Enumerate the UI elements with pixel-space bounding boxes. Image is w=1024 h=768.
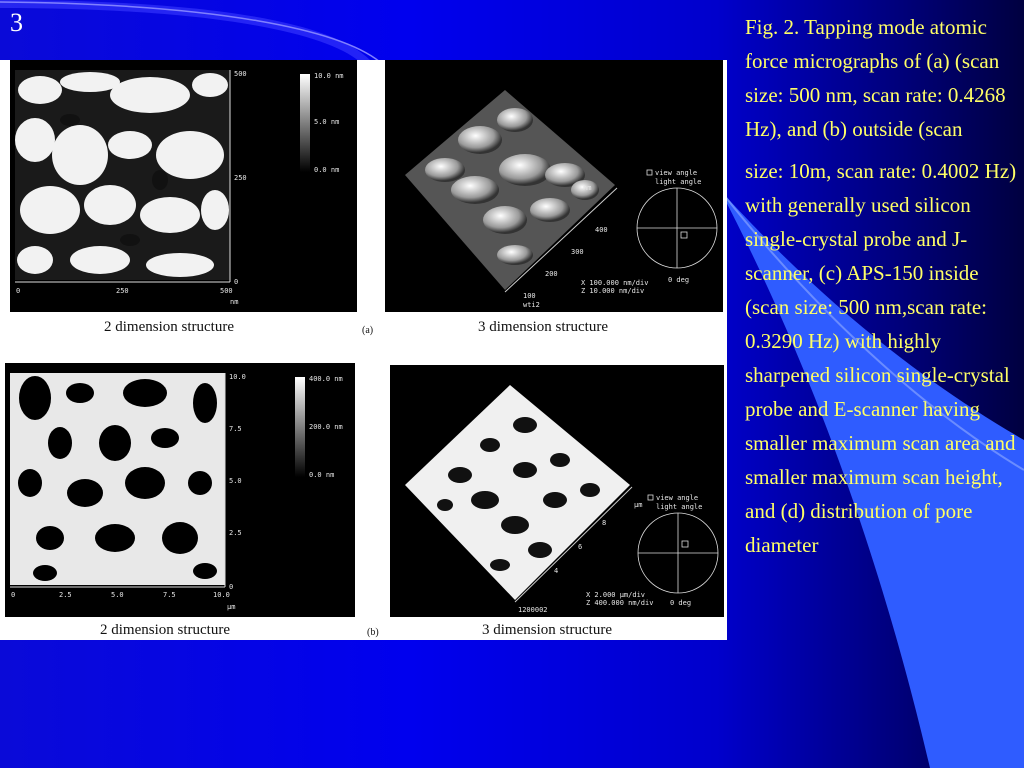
y-tick-b-2: 5.0: [229, 477, 242, 485]
x-unit-a: nm: [230, 298, 239, 306]
afm-3d-image-b: [390, 365, 724, 617]
scale-x-a: X 100.000 nm/div: [581, 279, 649, 287]
label-2d-a: 2 dimension structure: [104, 319, 234, 335]
x-tick-b-4: 10.0: [213, 591, 230, 599]
axis3d-a-400: 400: [595, 226, 608, 234]
view-angle-a: view angle: [655, 169, 698, 177]
x-tick-b-3: 7.5: [163, 591, 176, 599]
colorbar-b-top: 400.0 nm: [309, 375, 343, 383]
label-2d-b: 2 dimension structure: [100, 622, 230, 638]
x-tick-b-0: 0: [11, 591, 16, 599]
label-3d-a: 3 dimension structure: [478, 319, 608, 335]
x-tick-a-1: 250: [116, 287, 129, 295]
colorbar-a-top: 10.0 nm: [314, 72, 344, 80]
file-id-a: wti2: [523, 301, 540, 309]
x-tick-a-0: 0: [16, 287, 21, 295]
colorbar-a-bottom: 0.0 nm: [314, 166, 340, 174]
axis3d-b-8: 8: [602, 519, 607, 527]
colorbar-b: [295, 377, 305, 477]
panel-letter-b: (b): [367, 627, 379, 638]
colorbar-b-bottom: 0.0 nm: [309, 471, 335, 479]
afm-3d-image-a: [385, 60, 723, 312]
caption-part-2: size: 10m, scan rate: 0.4002 Hz) with generally used silicon single-crystal probe and J-scanner, (c) APS-150 inside (scan size: 500 nm,scan rate: 0.3290 Hz) with highly sharpened silicon single-crystal probe and E-scanner having smaller maximum scan area and smaller maximum scan height, and (d) distribution of pore diameter: [745, 159, 1017, 557]
axis3d-b-unit: μm: [634, 501, 643, 509]
colorbar-a-mid: 5.0 nm: [314, 118, 340, 126]
y-tick-a-mid: 250: [234, 174, 247, 182]
x-unit-b: μm: [227, 603, 236, 611]
slide-number: 3: [10, 8, 23, 37]
x-tick-a-2: 500: [220, 287, 233, 295]
figure-caption: [745, 10, 1017, 570]
y-tick-b-0: 10.0: [229, 373, 246, 381]
scale-z-b: Z 400.000 nm/div: [586, 599, 654, 607]
deg-a: 0 deg: [668, 276, 690, 284]
afm-3d-panel-b: [390, 365, 724, 617]
label-3d-b: 3 dimension structure: [482, 622, 612, 638]
colorbar-a: [300, 74, 310, 172]
view-angle-b: view angle: [656, 494, 699, 502]
axis3d-b-6: 6: [578, 543, 583, 551]
x-tick-b-2: 5.0: [111, 591, 124, 599]
y-tick-a-bottom: 0: [234, 278, 239, 286]
scale-z-a: Z 10.000 nm/div: [581, 287, 645, 295]
axis3d-a-200: 200: [545, 270, 558, 278]
light-angle-a: light angle: [655, 178, 702, 186]
afm-figure: [0, 60, 727, 640]
light-angle-b: light angle: [656, 503, 703, 511]
deg-b: 0 deg: [670, 599, 692, 607]
axis3d-a-100: 100: [523, 292, 536, 300]
afm-2d-panel-b: [5, 363, 355, 617]
y-tick-b-3: 2.5: [229, 529, 242, 537]
axis3d-a-unit: nm: [583, 184, 592, 192]
afm-2d-image-a: [10, 60, 357, 312]
colorbar-b-mid: 200.0 nm: [309, 423, 343, 431]
x-tick-b-1: 2.5: [59, 591, 72, 599]
caption-part-1: Fig. 2. Tapping mode atomic force micrographs of (a) (scan size: 500 nm, scan rate: 0.4268 Hz), and (b) outside (scan: [745, 15, 1006, 141]
afm-3d-panel-a: [385, 60, 723, 312]
panel-letter-a: (a): [362, 325, 374, 336]
file-id-b: 1200002: [518, 606, 548, 614]
axis3d-b-4: 4: [554, 567, 559, 575]
axis3d-a-300: 300: [571, 248, 584, 256]
afm-2d-panel-a: [10, 60, 357, 312]
scale-x-b: X 2.000 μm/div: [586, 591, 646, 599]
y-tick-b-4: 0: [229, 583, 234, 591]
y-tick-b-1: 7.5: [229, 425, 242, 433]
y-tick-a-top: 500: [234, 70, 247, 78]
afm-2d-image-b: [5, 363, 355, 617]
